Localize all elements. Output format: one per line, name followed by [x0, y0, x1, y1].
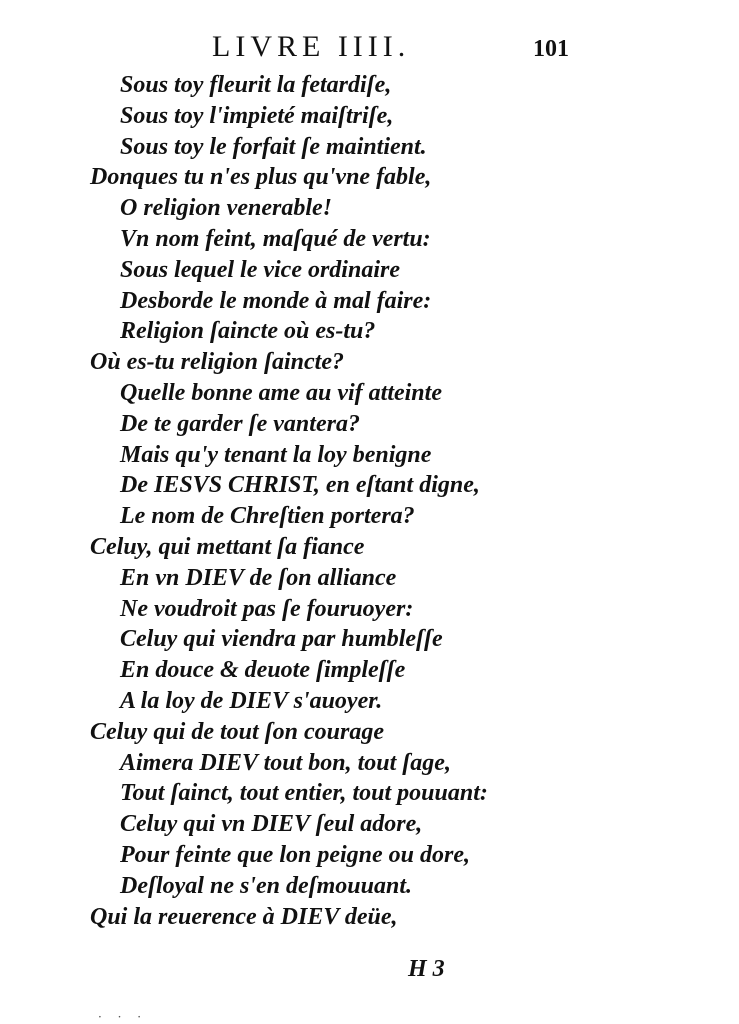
verse-line: Celuy qui de tout ſon courage: [90, 718, 385, 745]
verse-line: O religion venerable!: [120, 195, 332, 222]
verse-line: Deſloyal ne s'en deſmouuant.: [120, 872, 412, 899]
page-header: [0, 30, 739, 70]
verse-line: Sous toy fleurit la fetardiſe,: [120, 72, 392, 98]
verse-line: Sous lequel le vice ordinaire: [120, 256, 400, 283]
verse-line: A la loy de DIEV s'auoyer.: [120, 687, 383, 714]
running-title: LIVRE IIII.: [212, 30, 411, 63]
verse-line: Qui la reuerence à DIEV deüe,: [90, 903, 398, 930]
verse-line: Mais qu'y tenant la loy benigne: [120, 441, 432, 468]
verse-line: De te garder ſe vantera?: [120, 410, 360, 437]
verse-line: Celuy qui viendra par humbleſſe: [120, 626, 443, 653]
verse-line: Pour feinte que lon peigne ou dore,: [120, 841, 471, 868]
verse-line: Le nom de Chreſtien portera?: [120, 503, 415, 530]
verse-line: Religion ſaincte où es-tu?: [120, 318, 376, 345]
verse-line: Desborde le monde à mal faire:: [120, 287, 432, 314]
verse-line: Tout ſainct, tout entier, tout pouuant:: [120, 780, 488, 807]
verse-line: Vn nom feint, maſqué de vertu:: [120, 225, 431, 252]
verse-line: En douce & deuote ſimpleſſe: [120, 657, 406, 684]
verse-line: Ne voudroit pas ſe fouruoyer:: [120, 595, 414, 622]
signature-mark: H 3: [408, 956, 445, 982]
print-specks: · · ·: [98, 1010, 148, 1024]
verse-line: Celuy, qui mettant ſa fiance: [90, 533, 365, 560]
verse-line: Sous toy le forfait ſe maintient.: [120, 133, 427, 160]
verse-line: Où es-tu religion ſaincte?: [90, 349, 345, 376]
verse-line: Aimera DIEV tout bon, tout ſage,: [120, 749, 451, 776]
verse-line: Celuy qui vn DIEV ſeul adore,: [120, 811, 423, 838]
verse-line: Sous toy l'impieté maiſtriſe,: [120, 102, 394, 129]
verse-line: Quelle bonne ame au vif atteinte: [120, 379, 442, 406]
verse-line: En vn DIEV de ſon alliance: [120, 564, 397, 591]
page-number: 101: [533, 36, 569, 62]
poem-text: [0, 70, 739, 932]
verse-line: Donques tu n'es plus qu'vne fable,: [90, 164, 432, 191]
verse-line: De IESVS CHRIST, en eſtant digne,: [120, 472, 480, 499]
